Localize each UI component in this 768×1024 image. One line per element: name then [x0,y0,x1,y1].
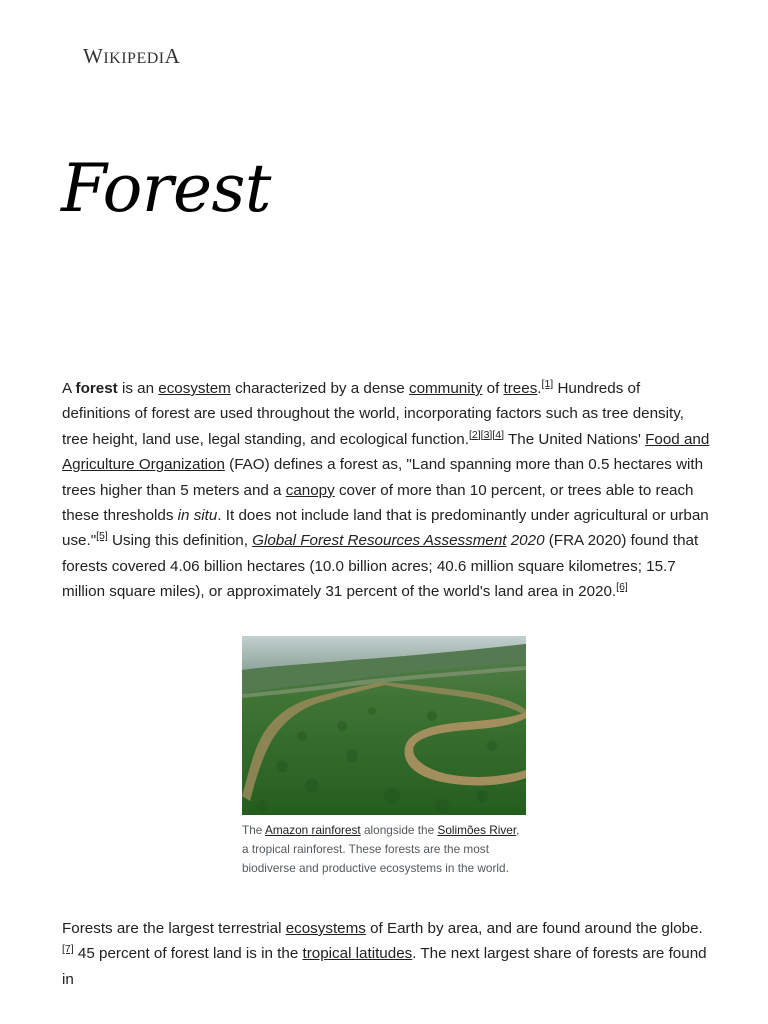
reference-1[interactable]: [1] [541,377,554,390]
link-amazon-rainforest[interactable]: Amazon rainforest [264,823,361,837]
link-canopy[interactable]: canopy [285,481,335,499]
reference-4[interactable]: [4] [492,428,505,441]
link-solimoes-river[interactable]: Solimões River [437,823,517,837]
italic-2020: 2020 [506,532,545,550]
link-community[interactable]: community [408,380,483,397]
second-paragraph: Forests are the largest terrestrial ecosystems of Earth by area, and are found around the globe.[7] 45 percent of forest land is in the tropical latitudes. The next largest share of forests are found in [62,920,707,988]
link-ecosystems[interactable]: ecosystems [285,920,366,937]
amazon-rainforest-photo[interactable] [242,636,526,815]
logo-letters-middle: IKIPEDI [103,50,165,67]
link-tropical-latitudes[interactable]: tropical latitudes [302,945,413,963]
link-trees[interactable]: trees [503,380,538,397]
page-title: Forest [61,150,271,227]
reference-3[interactable]: [3] [480,428,493,441]
reference-7[interactable]: [7] [62,943,74,956]
link-ecosystem[interactable]: ecosystem [158,380,231,397]
link-fao[interactable]: Food and Agriculture Organization [62,430,710,474]
figure-amazon [242,636,526,878]
italic-in-situ: in situ [177,507,218,525]
reference-5[interactable]: [5] [96,530,108,543]
logo-letter-a: A [164,44,181,68]
link-gfra[interactable]: Global Forest Resources Assessment [252,532,507,550]
logo-letter-w: W [83,44,104,68]
intro-paragraph: A forest is an ecosystem characterized by a dense community of trees.[1] Hundreds of definitions of forest are used throughout the world, incorporating factors such as tree density, tree height, land use, legal standing, and ecological function.[2][3][4] The United Nations' Food and Agriculture Organization (FAO) defines a forest as, "Land spanning more than 0.5 hectares with trees higher than 5 meters and a canopy cover of more than 10 percent, or trees able to reach these thresholds in situ. It does not include land that is predominantly under agricultural or urban use."[5] Using this definition, Global Forest Resources Assessment 2020 (FRA 2020) found that forests covered 4.06 billion hectares (10.0 billion acres; 40.6 million square kilometres; 15.7 million square miles), or approximately 31 percent of the world's land area in 2020.[6] [62,377,710,601]
reference-2[interactable]: [2] [468,428,481,441]
reference-6[interactable]: [6] [616,581,628,594]
figure-caption: The Amazon rainforest alongside the Solimões River, a tropical rainforest. These forests are the most biodiverse and productive ecosystems in the world. [242,823,520,875]
wikipedia-logo[interactable] [83,44,180,69]
bold-term: forest [75,380,118,397]
